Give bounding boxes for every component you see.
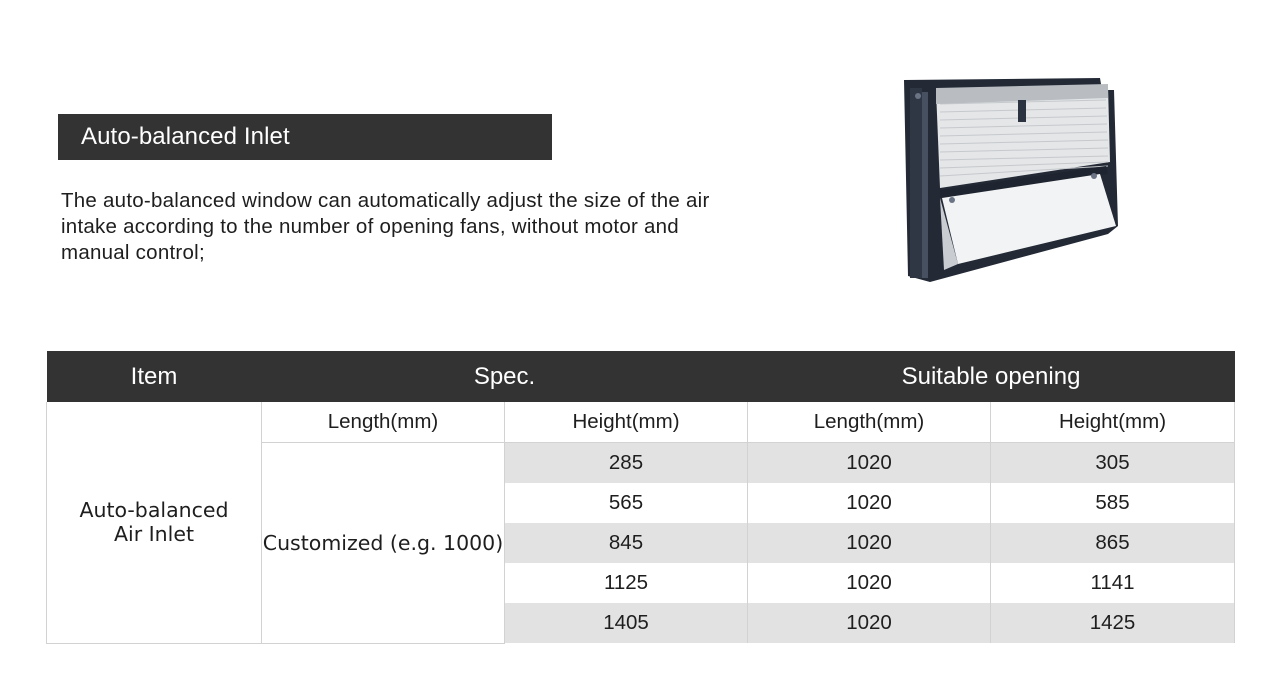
spec-height-value: 1125 (505, 563, 748, 603)
opening-height-value: 1141 (991, 563, 1235, 603)
opening-length-value: 1020 (748, 563, 991, 603)
item-name-line2: Air Inlet (113, 522, 195, 547)
opening-length-value: 1020 (748, 443, 991, 484)
subheader-spec-length: Length(mm) (262, 402, 505, 443)
opening-length-value: 1020 (748, 483, 991, 523)
spec-height-value: 285 (505, 443, 748, 484)
opening-height-value: 1425 (991, 603, 1235, 643)
section-title: Auto-balanced Inlet (81, 123, 290, 150)
spec-height-value: 845 (505, 523, 748, 563)
header-spec: Spec. (262, 351, 748, 402)
opening-height-value: 865 (991, 523, 1235, 563)
subheader-opening-height: Height(mm) (991, 402, 1235, 443)
subheader-opening-length: Length(mm) (748, 402, 991, 443)
table-header-row (47, 351, 1235, 402)
spec-height-value: 1405 (505, 603, 748, 643)
header-item: Item (47, 351, 262, 402)
spec-height-value: 565 (505, 483, 748, 523)
product-image (900, 76, 1122, 284)
header-suitable-opening: Suitable opening (748, 351, 1235, 402)
opening-height-value: 305 (991, 443, 1235, 484)
subheader-spec-height: Height(mm) (505, 402, 748, 443)
section-title-bar (58, 114, 552, 160)
opening-length-value: 1020 (748, 603, 991, 643)
spec-length-cell: Customized (e.g. 1000) (262, 443, 505, 644)
opening-length-value: 1020 (748, 523, 991, 563)
spec-table (46, 351, 1235, 644)
product-description: The auto-balanced window can automatically adjust the size of the air intake according to the number of opening fans, without motor and manual control; (61, 189, 710, 264)
item-name-cell (47, 402, 262, 643)
opening-height-value: 585 (991, 483, 1235, 523)
item-name-line1: Auto-balanced (79, 498, 229, 523)
table-subheader-row (47, 402, 1235, 443)
